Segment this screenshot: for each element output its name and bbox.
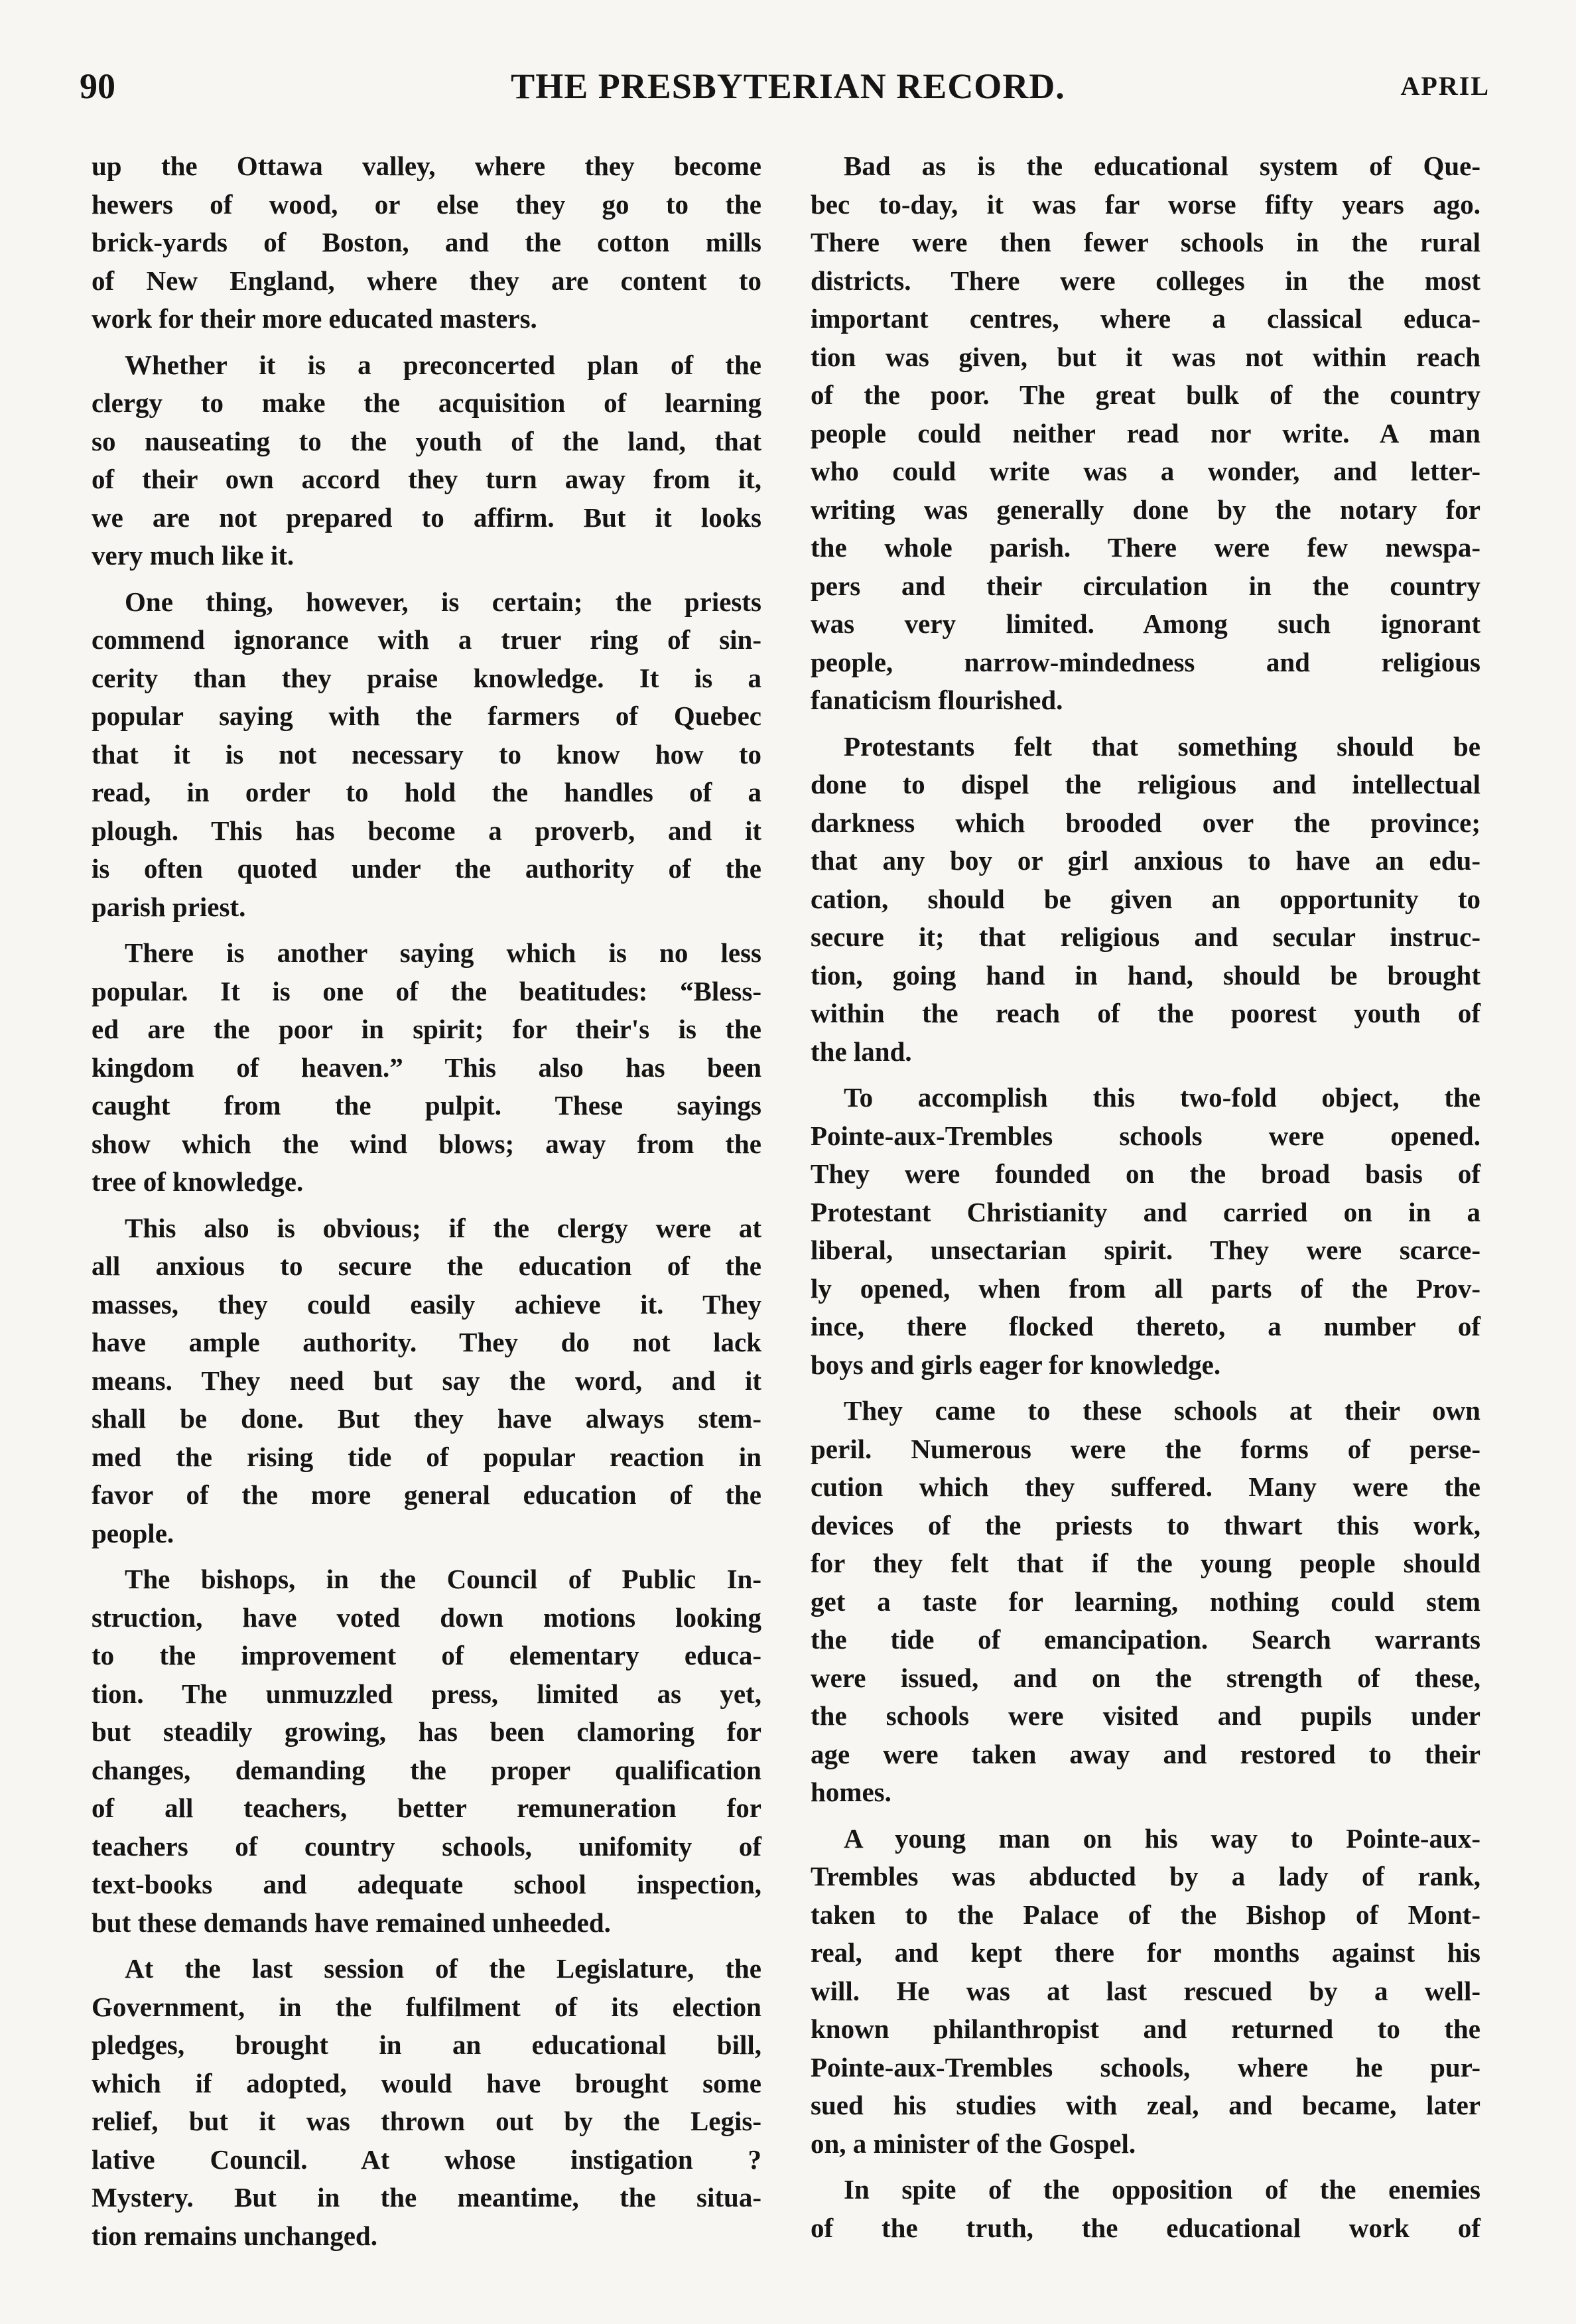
- text-line: taken to the Palace of the Bishop of Mont-: [811, 1899, 1480, 1930]
- text-line: within the reach of the poorest youth of: [811, 998, 1480, 1028]
- text-line: very much like it.: [92, 540, 295, 571]
- text-line: boys and girls eager for knowledge.: [811, 1349, 1221, 1380]
- text-line: Mystery. But in the meantime, the situa-: [92, 2182, 761, 2213]
- text-line: cerity than they praise knowledge. It is a: [92, 662, 761, 693]
- text-line: so nauseating to the youth of the land, that: [92, 425, 761, 456]
- text-line: people.: [92, 1517, 174, 1548]
- text-line: get a taste for learning, nothing could stem: [811, 1586, 1480, 1617]
- paragraph: [811, 728, 1480, 1071]
- text-line: districts. There were colleges in the most: [811, 265, 1480, 296]
- text-line: show which the wind blows; away from the: [92, 1128, 761, 1159]
- text-line: favor of the more general education of the: [92, 1479, 761, 1510]
- text-line: kingdom of heaven.” This also has been: [92, 1052, 761, 1083]
- text-line: people, narrow-mindedness and religious: [811, 646, 1480, 677]
- paragraph: [92, 934, 761, 1201]
- text-line: shall be done. But they have always stem-: [92, 1403, 761, 1434]
- paragraph: [92, 1209, 761, 1553]
- text-line: liberal, unsectarian spirit. They were scarce-: [811, 1235, 1480, 1265]
- text-line: real, and kept there for months against his: [811, 1937, 1480, 1968]
- text-line: sued his studies with zeal, and became, later: [811, 2090, 1480, 2120]
- text-line: Protestants felt that something should be: [844, 730, 1480, 762]
- text-line: have ample authority. They do not lack: [92, 1327, 761, 1357]
- text-line: One thing, however, is certain; the priests: [125, 586, 761, 617]
- text-line: darkness which brooded over the province;: [811, 807, 1480, 838]
- text-line: the whole parish. There were few newspa-: [811, 532, 1480, 563]
- text-line: who could write was a wonder, and letter-: [811, 456, 1480, 486]
- text-line: ed are the poor in spirit; for their's is the: [92, 1014, 761, 1044]
- journal-title: THE PRESBYTERIAN RECORD.: [511, 66, 1065, 106]
- text-line: masses, they could easily achieve it. They: [92, 1288, 761, 1320]
- text-line: med the rising tide of popular reaction in: [92, 1441, 761, 1472]
- text-line: of the poor. The great bulk of the country: [811, 379, 1480, 410]
- text-line: for they felt that if the young people should: [811, 1548, 1480, 1578]
- text-line: fanaticism flourished.: [811, 685, 1063, 715]
- text-line: Bad as is the educational system of Que-: [844, 151, 1480, 181]
- text-line: cation, should be given an opportunity to: [811, 883, 1480, 914]
- text-line: tion. The unmuzzled press, limited as yet,: [92, 1678, 761, 1709]
- text-line: of New England, where they are content to: [92, 265, 761, 296]
- paragraph: [92, 583, 761, 927]
- text-line: The bishops, in the Council of Public In-: [125, 1564, 761, 1594]
- text-line: Pointe-aux-Trembles schools were opened.: [811, 1120, 1480, 1151]
- text-line: which if adopted, would have brought some: [92, 2067, 761, 2098]
- text-line: This also is obvious; if the clergy were at: [125, 1212, 761, 1243]
- text-line: the schools were visited and pupils under: [811, 1700, 1480, 1731]
- text-line: tree of knowledge.: [92, 1166, 304, 1197]
- paragraph: [811, 1392, 1480, 1812]
- right-column: [811, 147, 1480, 2255]
- text-line: will. He was at last rescued by a well-: [811, 1975, 1480, 2006]
- text-line: read, in order to hold the handles of a: [92, 777, 761, 807]
- text-line: changes, demanding the proper qualification: [92, 1754, 761, 1785]
- text-line: cution which they suffered. Many were the: [811, 1471, 1480, 1502]
- text-line: Trembles was abducted by a lady of rank,: [811, 1861, 1480, 1891]
- paragraph: [811, 147, 1480, 720]
- text-line: brick-yards of Boston, and the cotton mills: [92, 227, 761, 257]
- text-line: is often quoted under the authority of the: [92, 853, 761, 884]
- text-line: lative Council. At whose instigation ?: [92, 2144, 761, 2175]
- text-line: Whether it is a preconcerted plan of the: [125, 349, 761, 380]
- text-line: age were taken away and restored to their: [811, 1738, 1480, 1769]
- text-line: At the last session of the Legislature, the: [125, 1953, 761, 1984]
- text-line: teachers of country schools, unifomity of: [92, 1830, 761, 1862]
- text-line: There were then fewer schools in the rural: [811, 227, 1480, 257]
- text-line: of all teachers, better remuneration for: [92, 1793, 761, 1823]
- text-line: pledges, brought in an educational bill,: [92, 2029, 761, 2060]
- paragraph: [811, 1079, 1480, 1384]
- text-line: that any boy or girl anxious to have an edu-: [811, 845, 1480, 876]
- text-line: popular. It is one of the beatitudes: “Bless-: [92, 975, 761, 1006]
- text-line: relief, but it was thrown out by the Legis-: [92, 2106, 761, 2136]
- text-line: Protestant Christianity and carried on in a: [811, 1196, 1480, 1227]
- text-line: we are not prepared to affirm. But it looks: [92, 502, 761, 533]
- text-line: the land.: [811, 1036, 912, 1067]
- text-line: all anxious to secure the education of the: [92, 1251, 761, 1281]
- text-line: They came to these schools at their own: [844, 1395, 1480, 1426]
- text-line: commend ignorance with a truer ring of sin-: [92, 624, 761, 655]
- text-line: homes.: [811, 1777, 891, 1807]
- text-line: Government, in the fulfilment of its election: [92, 1991, 761, 2022]
- page-number: 90: [80, 66, 115, 106]
- text-line: the tide of emancipation. Search warrants: [811, 1624, 1480, 1655]
- text-line: people could neither read nor write. A man: [811, 417, 1480, 448]
- text-line: In spite of the opposition of the enemies: [844, 2174, 1480, 2205]
- text-line: tion was given, but it was not within reach: [811, 341, 1480, 372]
- text-line: A young man on his way to Pointe-aux-: [844, 1822, 1480, 1854]
- paragraph: [92, 1560, 761, 1942]
- text-line: important centres, where a classical educa-: [811, 303, 1480, 334]
- text-line: writing was generally done by the notary for: [811, 494, 1480, 525]
- text-line: text-books and adequate school inspection,: [92, 1869, 761, 1899]
- text-line: peril. Numerous were the forms of perse-: [811, 1433, 1480, 1464]
- text-line: Pointe-aux-Trembles schools, where he pur-: [811, 2051, 1480, 2083]
- text-line: caught from the pulpit. These sayings: [92, 1090, 761, 1121]
- text-line: ince, there flocked thereto, a number of: [811, 1311, 1480, 1341]
- text-line: of their own accord they turn away from it,: [92, 464, 761, 494]
- text-line: done to dispel the religious and intellectual: [811, 769, 1480, 799]
- text-line: tion remains unchanged.: [92, 2220, 377, 2251]
- text-line: popular saying with the farmers of Quebec: [92, 701, 761, 731]
- text-line: secure it; that religious and secular instruc-: [811, 922, 1480, 952]
- text-line: known philanthropist and returned to the: [811, 2014, 1480, 2044]
- issue-month: APRIL: [1400, 71, 1490, 101]
- text-line: There is another saying which is no less: [125, 937, 761, 968]
- text-line: but steadily growing, has been clamoring for: [92, 1716, 761, 1747]
- text-line: was very limited. Among such ignorant: [811, 608, 1480, 639]
- text-line: clergy to make the acquisition of learning: [92, 387, 761, 418]
- text-line: parish priest.: [92, 891, 246, 922]
- text-line: that it is not necessary to know how to: [92, 738, 761, 770]
- paragraph: [92, 1950, 761, 2255]
- paragraph: [811, 1820, 1480, 2163]
- text-line: pers and their circulation in the country: [811, 570, 1480, 601]
- paragraph: [811, 2171, 1480, 2247]
- text-line: tion, going hand in hand, should be brought: [811, 959, 1480, 991]
- text-line: to the improvement of elementary educa-: [92, 1640, 761, 1671]
- text-line: struction, have voted down motions looking: [92, 1602, 761, 1633]
- text-line: plough. This has become a proverb, and it: [92, 815, 761, 846]
- text-line: but these demands have remained unheeded.: [92, 1907, 611, 1938]
- paragraph: [92, 346, 761, 575]
- text-line: on, a minister of the Gospel.: [811, 2128, 1136, 2159]
- text-line: were issued, and on the strength of these,: [811, 1662, 1480, 1693]
- text-line: of the truth, the educational work of: [811, 2212, 1480, 2243]
- text-line: bec to-day, it was far worse fifty years ago.: [811, 188, 1480, 220]
- text-line: hewers of wood, or else they go to the: [92, 188, 761, 220]
- text-line: To accomplish this two-fold object, the: [844, 1082, 1480, 1113]
- text-line: devices of the priests to thwart this work,: [811, 1509, 1480, 1540]
- text-line: means. They need but say the word, and it: [92, 1365, 761, 1396]
- text-line: They were founded on the broad basis of: [811, 1158, 1480, 1189]
- text-line: up the Ottawa valley, where they become: [92, 151, 761, 181]
- left-column: [92, 147, 761, 2263]
- paragraph: [92, 147, 761, 338]
- text-line: ly opened, when from all parts of the Prov-: [811, 1272, 1480, 1304]
- text-line: work for their more educated masters.: [92, 303, 537, 334]
